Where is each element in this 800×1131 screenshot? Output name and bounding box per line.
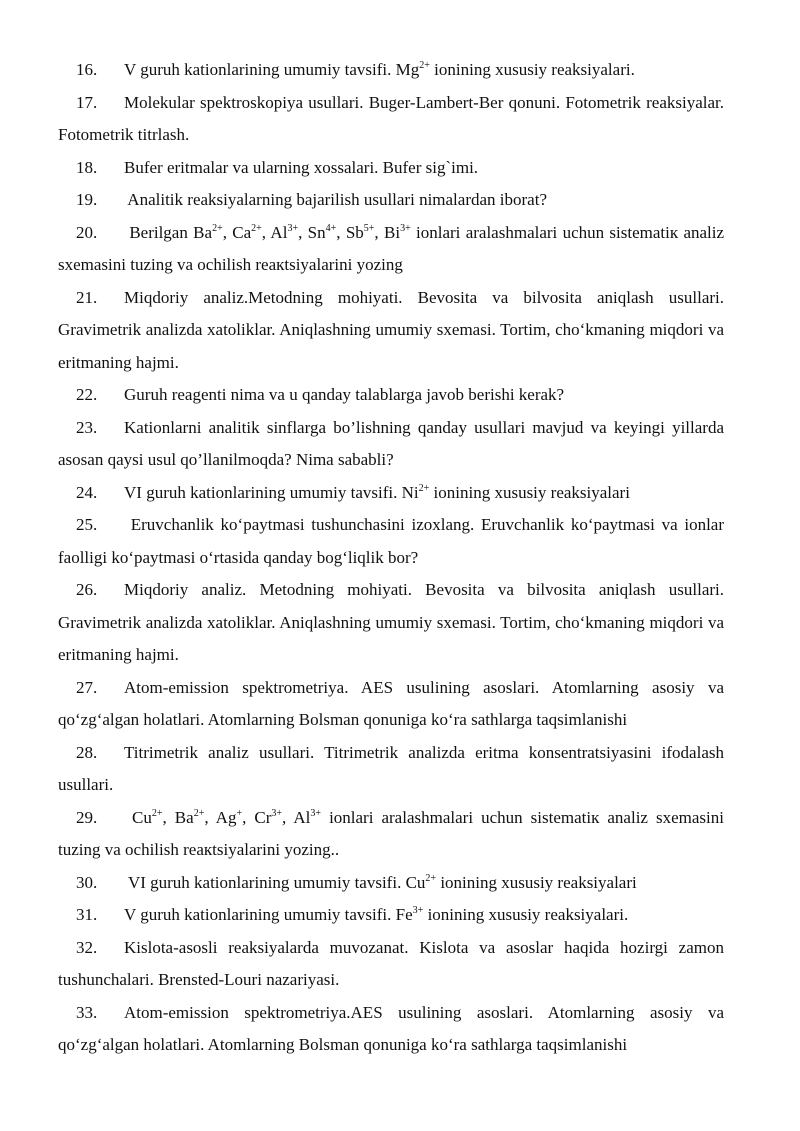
question-text: , Ca xyxy=(222,222,252,242)
ion-charge: 3+ xyxy=(287,222,299,234)
ion-charge: 3+ xyxy=(310,807,322,819)
question-item xyxy=(58,87,724,152)
question-number: 18. xyxy=(76,157,98,177)
question-number: 30. xyxy=(76,872,98,892)
question-item xyxy=(58,282,724,380)
question-item xyxy=(58,379,724,412)
question-item xyxy=(58,737,724,802)
question-text: , Ag xyxy=(204,807,237,827)
ion-charge: 3+ xyxy=(412,905,424,916)
question-number: 25. xyxy=(76,515,98,534)
question-text: , Ba xyxy=(162,807,194,827)
question-text: Bufer eritmalar va ularning xossalari. Bufer sig`imi. xyxy=(124,157,479,177)
ion-charge: 3+ xyxy=(271,807,283,819)
question-item xyxy=(58,152,724,185)
ion-charge: + xyxy=(236,807,243,819)
question-item xyxy=(58,412,724,477)
question-text: Kislota-asosli reaksiyalarda muvozanat. Kislota va asoslar haqida hozirgi zamon tushunchalari. Brensted-Louri nazariyasi. xyxy=(58,937,724,989)
question-text: Kationlarni analitik sinflarga bo’lishning qanday usullari mavjud va keyingi yillarda asosan qaysi usul qo’llanilmoqda? Nima sababli? xyxy=(58,417,724,469)
ion-charge: 2+ xyxy=(425,872,437,884)
question-text: ionining xususiy reaksiyalari. xyxy=(423,905,629,924)
question-text: , Sb xyxy=(336,222,364,242)
question-text: ionlari aralashmalari uchun sistematiк analiz sxemasini tuzing va ochilish reaкtsiyalarini yozing.. xyxy=(58,807,724,859)
question-text: , Bi xyxy=(374,222,401,242)
question-text: Cu xyxy=(124,807,152,827)
question-text: Atom-emission spektrometriya. AES usulining asoslari. Atomlarning asosiy va qo‘zg‘algan holatlari. Atomlarning Bolsman qonuniga ko‘ra sathlarga taqsimlanishi xyxy=(58,677,724,729)
question-item xyxy=(58,997,724,1062)
ion-charge: 2+ xyxy=(418,482,430,494)
question-text: Molekular spektroskopiya usullari. Buger-Lambert-Ber qonuni. Fotometrik reaksiyalar. Fotometrik titrlash. xyxy=(58,92,724,144)
question-text: Titrimetrik analiz usullari. Titrimetrik analizda eritma konsentratsiyasini ifodalash usullari. xyxy=(58,742,724,794)
question-number: 28. xyxy=(76,742,98,762)
question-text: , Al xyxy=(282,807,311,827)
ion-charge: 3+ xyxy=(400,222,411,234)
question-text: Miqdoriy analiz.Metodning mohiyati. Bevosita va bilvosita aniqlash usullari. Gravimetrik analizda xatoliklar. Aniqlashning umumiy sxemasi. Tortim, cho‘kmaning miqdori va eritmaning hajmi. xyxy=(58,287,724,372)
question-text: , Cr xyxy=(242,807,272,827)
question-text: VI guruh kationlarining umumiy tavsifi. Ni xyxy=(124,482,419,502)
question-text: , Sn xyxy=(298,222,326,242)
question-item xyxy=(58,574,724,672)
question-number: 33. xyxy=(76,1002,98,1022)
question-item xyxy=(58,184,724,217)
ion-charge: 4+ xyxy=(325,222,337,234)
question-item xyxy=(58,477,724,510)
question-number: 29. xyxy=(76,807,98,827)
ion-charge: 5+ xyxy=(363,222,375,234)
ion-charge: 2+ xyxy=(151,807,163,819)
question-item xyxy=(58,217,724,282)
question-number: 31. xyxy=(76,905,98,924)
question-number: 23. xyxy=(76,417,98,437)
question-number: 22. xyxy=(76,385,98,404)
question-item xyxy=(58,932,724,997)
question-text: Berilgan Ba xyxy=(124,222,213,242)
ion-charge: 2+ xyxy=(193,807,205,819)
question-text: , Al xyxy=(261,222,288,242)
question-number: 19. xyxy=(76,190,98,209)
question-number: 27. xyxy=(76,677,98,697)
question-text: ionining xususiy reaksiyalari xyxy=(429,482,630,502)
question-number: 24. xyxy=(76,482,98,502)
ion-charge: 2+ xyxy=(212,222,223,234)
question-item xyxy=(58,802,724,867)
question-text: ionining xususiy reaksiyalari xyxy=(436,872,637,892)
question-text: ionlari aralashmalari uchun sistematiк analiz sxemasini tuzing va ochilish reaкtsiyalarini yozing xyxy=(58,222,725,274)
ion-charge: 2+ xyxy=(251,222,262,234)
question-text: V guruh kationlarining umumiy tavsifi. Fe xyxy=(124,905,413,924)
question-number: 26. xyxy=(76,580,98,599)
question-number: 32. xyxy=(76,937,98,957)
question-text: ionining xususiy reaksiyalari. xyxy=(429,60,635,79)
question-number: 16. xyxy=(76,60,98,79)
question-number: 20. xyxy=(76,222,98,242)
question-item xyxy=(58,509,724,574)
question-text: Atom-emission spektrometriya.AES usulining asoslari. Atomlarning asosiy va qo‘zg‘algan holatlari. Atomlarning Bolsman qonuniga ko‘ra sathlarga taqsimlanishi xyxy=(58,1002,724,1054)
question-text: Eruvchanlik ko‘paytmasi tushunchasini izoxlang. Eruvchanlik ko‘paytmasi va ionlar faolligi ko‘paytmasi o‘rtasida qanday bog‘liqlik bor? xyxy=(58,515,724,567)
question-text: Analitik reaksiyalarning bajarilish usullari nimalardan iborat? xyxy=(124,190,547,209)
question-text: Miqdoriy analiz. Metodning mohiyati. Bevosita va bilvosita aniqlash usullari. Gravimetrik analizda xatoliklar. Aniqlashning umumiy sxemasi. Tortim, cho‘kmaning miqdori va eritmaning hajmi. xyxy=(58,580,724,664)
question-number: 17. xyxy=(76,92,98,112)
question-number: 21. xyxy=(76,287,98,307)
question-item xyxy=(58,867,724,900)
question-list xyxy=(58,54,724,1062)
question-item xyxy=(58,672,724,737)
question-text: V guruh kationlarining umumiy tavsifi. Mg xyxy=(124,60,420,79)
question-item xyxy=(58,54,724,87)
question-text: VI guruh kationlarining umumiy tavsifi. Cu xyxy=(124,872,426,892)
ion-charge: 2+ xyxy=(419,60,430,71)
question-item xyxy=(58,899,724,932)
question-text: Guruh reagenti nima va u qanday talablarga javob berishi kerak? xyxy=(124,385,565,404)
